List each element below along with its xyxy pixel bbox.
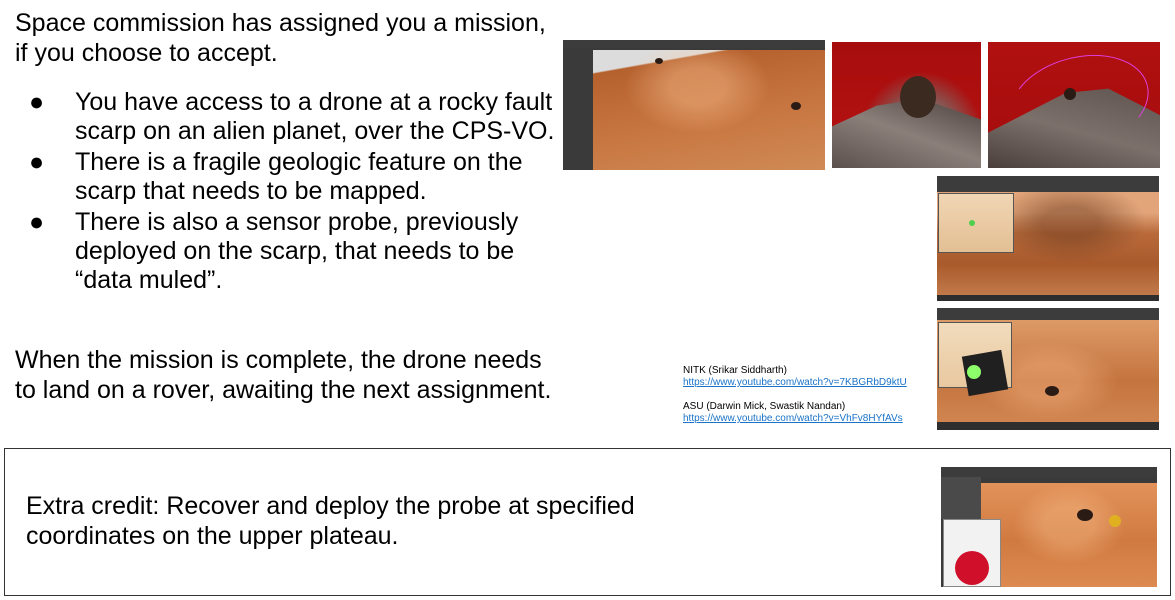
credit-entry (683, 401, 907, 425)
sim-screenshot-flight-path (988, 42, 1160, 168)
credit-video-link[interactable]: https://www.youtube.com/watch?v=7KBGRbD9ktU (683, 377, 907, 388)
bullet-text: There is also a sensor probe, previously deployed on the scarp, that needs to be “data muled”. (75, 208, 519, 294)
credit-team: NITK (Srikar Siddharth) (683, 365, 787, 376)
intro-text: Space commission has assigned you a mission, if you choose to accept. (15, 9, 546, 67)
sim-screenshot-terrain-editor (563, 40, 825, 170)
credit-team: ASU (Darwin Mick, Swastik Nandan) (683, 401, 846, 412)
camera-inset (938, 193, 1014, 253)
boulder-image (900, 76, 936, 118)
bullet-dot-icon: ● (29, 208, 45, 236)
bullet-item (15, 208, 565, 295)
bullet-text: There is a fragile geologic feature on the scarp that needs to be mapped. (75, 148, 523, 205)
rock-image (791, 102, 801, 110)
drone-image (1077, 509, 1093, 521)
closing-text: When the mission is complete, the drone needs to land on a rover, awaiting the next assignment. (15, 346, 552, 404)
sim-screenshot-probe-deploy (941, 467, 1157, 587)
drone-image (1045, 386, 1059, 396)
drone-marker-image (1064, 88, 1076, 100)
bullet-item (15, 148, 565, 206)
sim-screenshot-boulder-pointcloud (832, 42, 981, 168)
editor-toolbar (937, 176, 1159, 192)
probe-image (1109, 515, 1121, 527)
credit-entry (683, 365, 907, 389)
credit-video-link[interactable]: https://www.youtube.com/watch?v=VhFv8HYfAVs (683, 413, 903, 424)
extra-credit-text: Extra credit: Recover and deploy the probe at specified coordinates on the upper plateau. (26, 492, 635, 550)
editor-toolbar (941, 467, 1157, 477)
sim-screenshot-asu (937, 308, 1159, 430)
editor-sidebar (941, 477, 981, 519)
terrain-view (593, 50, 825, 170)
terrain-view (981, 483, 1157, 587)
bullet-text: You have access to a drone at a rocky fault scarp on an alien planet, over the CPS-VO. (75, 88, 555, 145)
probe-ball-image (955, 551, 989, 585)
editor-toolbar (937, 308, 1159, 320)
target-marker-image (969, 220, 975, 226)
editor-toolbar (563, 40, 825, 48)
camera-inset (938, 322, 1012, 388)
credits (683, 365, 907, 437)
bullet-item (15, 88, 565, 146)
probe-led-image (967, 365, 981, 379)
mission-bullet-list (15, 88, 565, 297)
rock-image (655, 58, 663, 64)
bullet-dot-icon: ● (29, 148, 45, 176)
bullet-dot-icon: ● (29, 88, 45, 116)
sim-screenshot-nitk (937, 176, 1159, 301)
